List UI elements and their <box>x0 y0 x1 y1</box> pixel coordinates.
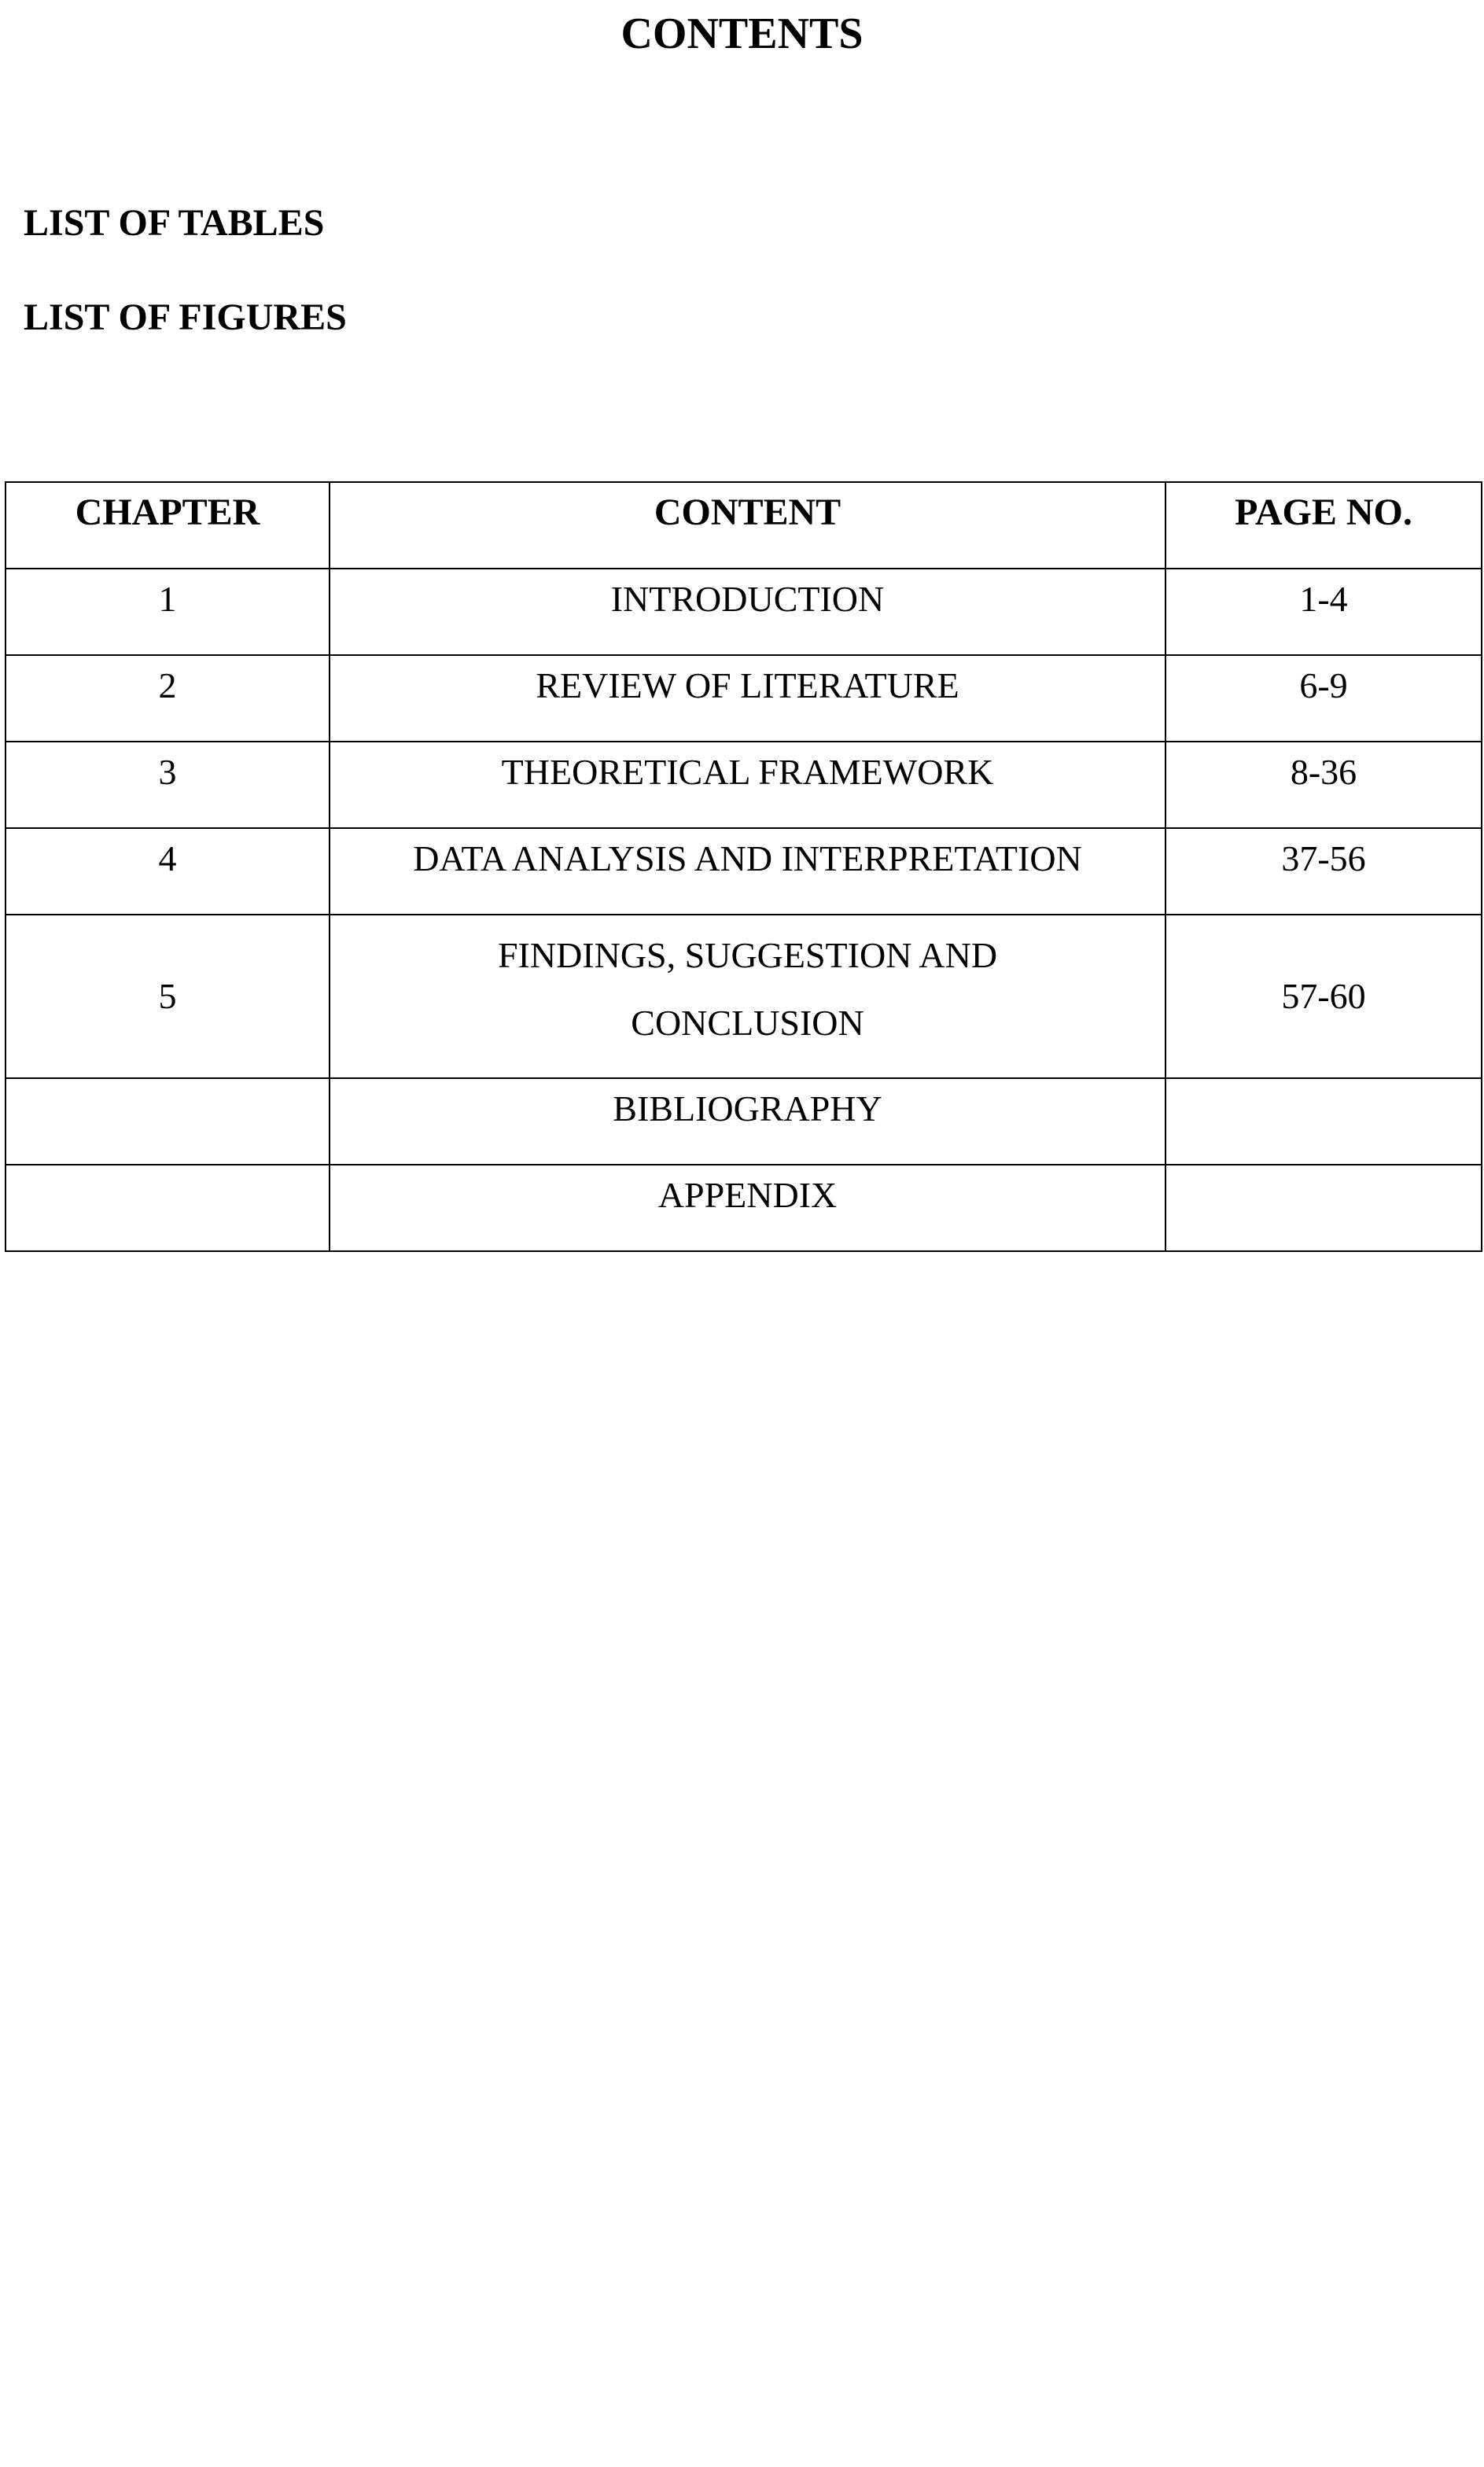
content-cell: THEORETICAL FRAMEWORK <box>330 742 1165 828</box>
chapter-cell <box>6 1078 330 1165</box>
header-chapter: CHAPTER <box>6 482 330 569</box>
content-cell: REVIEW OF LITERATURE <box>330 655 1165 742</box>
content-cell <box>330 915 1165 1078</box>
list-of-tables-heading: LIST OF TABLES <box>24 202 325 244</box>
content-cell-text: FINDINGS, SUGGESTION AND CONCLUSION <box>497 935 998 1043</box>
content-cell: BIBLIOGRAPHY <box>330 1078 1165 1165</box>
table-row <box>6 742 1482 828</box>
table-row <box>6 569 1482 655</box>
content-cell: DATA ANALYSIS AND INTERPRETATION <box>330 828 1165 915</box>
content-cell: APPENDIX <box>330 1165 1165 1251</box>
page-cell: 57-60 <box>1165 915 1482 1078</box>
chapter-cell: 5 <box>6 915 330 1078</box>
header-content: CONTENT <box>330 482 1165 569</box>
table-row <box>6 1165 1482 1251</box>
chapter-cell: 3 <box>6 742 330 828</box>
table-row <box>6 915 1482 1078</box>
content-cell: INTRODUCTION <box>330 569 1165 655</box>
header-page-no: PAGE NO. <box>1165 482 1482 569</box>
page-cell: 8-36 <box>1165 742 1482 828</box>
contents-table <box>5 481 1482 1252</box>
chapter-cell <box>6 1165 330 1251</box>
table-header-row <box>6 482 1482 569</box>
chapter-cell: 1 <box>6 569 330 655</box>
page-cell <box>1165 1078 1482 1165</box>
chapter-cell: 2 <box>6 655 330 742</box>
table-row <box>6 828 1482 915</box>
page-cell: 6-9 <box>1165 655 1482 742</box>
page-title: CONTENTS <box>620 9 864 58</box>
chapter-cell: 4 <box>6 828 330 915</box>
page-cell: 1-4 <box>1165 569 1482 655</box>
table-row <box>6 655 1482 742</box>
list-of-figures-heading: LIST OF FIGURES <box>24 296 347 338</box>
table-row <box>6 1078 1482 1165</box>
page-cell <box>1165 1165 1482 1251</box>
page-cell: 37-56 <box>1165 828 1482 915</box>
